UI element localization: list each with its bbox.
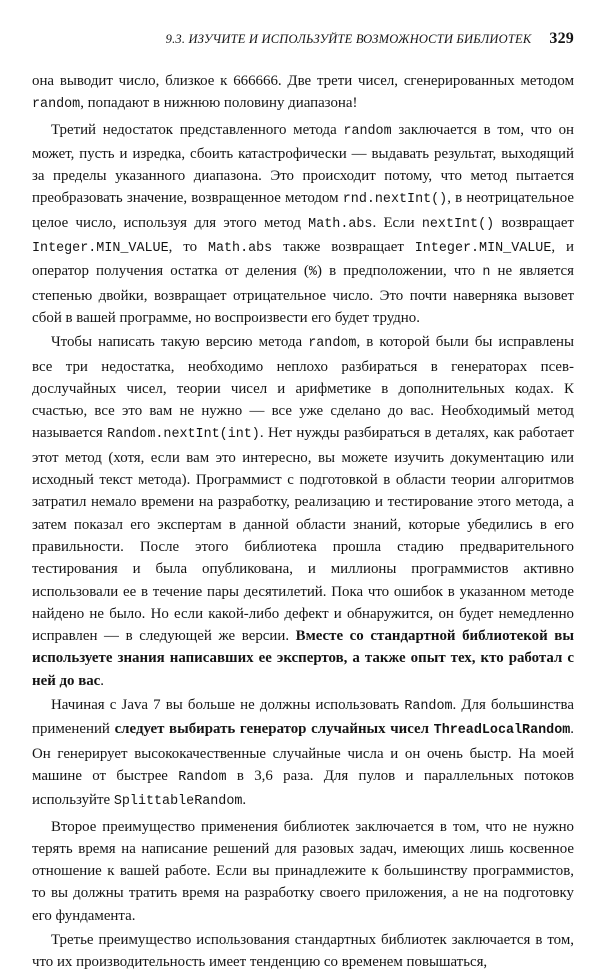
text-run: Второе преимущество применения библиотек заключается в том, что не нужно терять время на написание решений для разовых задач, имеющих лишь косвенное отношение к вашей работе. Если вы принадлежите к большинству программистов, то вы должны тратить время на разработку своего приложения, а не на подготовку его фундамента. <box>32 818 574 924</box>
bold-run: Вместе со стандартной библиотекой вы используете знания написавших ее экспертов, а также опыт тех, кто работал с ней до вас <box>32 628 574 689</box>
code-run: Integer.MIN_VALUE <box>414 241 552 257</box>
code-run: Random.nextInt(int) <box>107 427 260 443</box>
text-run: . Для большинства применений <box>32 697 574 738</box>
body-text <box>32 70 574 974</box>
text-run: , попадают в нижнюю половину диапазона! <box>80 95 358 112</box>
paragraph-2 <box>32 119 574 330</box>
code-run: random <box>343 123 392 139</box>
text-run: не является степенью двойки, возвращает отрицательное число. Это почти наверняка вызовет сбой в вашей программе, но воспроизвести его будет трудно. <box>32 263 574 326</box>
code-run: n <box>482 265 491 281</box>
text-run: заключается в том, что он может, пусть и изредка, сбоить катастрофически — выдавать результат, выходящий за пределы указанного диапазона. Это происходит потому, что метод пытается преобразовать значение, возвращенное методом <box>32 121 574 207</box>
text-run: также возвращает <box>272 239 415 256</box>
text-run: она выводит число, близкое к 666666. Две трети чисел, сгенерированных методом <box>32 73 574 89</box>
text-run: , то <box>168 239 208 256</box>
text-run: . Он генерирует высококачественные случайные числа и он очень быстр. На моей машине от быстрее <box>32 721 574 784</box>
text-run: ) в предположении, что <box>316 263 483 280</box>
text-run: . Если <box>372 214 422 231</box>
code-run: nextInt() <box>421 216 495 232</box>
code-run: Random <box>404 699 453 715</box>
code-run: rnd.nextInt() <box>342 192 448 208</box>
paragraph-6 <box>32 929 574 974</box>
page-number: 329 <box>549 30 574 47</box>
code-run: Math.abs <box>308 216 373 232</box>
text-run: Третье преимущество использования стандартных библиотек заключается в том, что их производительность имеет тенденцию со временем повышаться, <box>32 931 574 971</box>
code-run: % <box>308 265 317 281</box>
text-run: . <box>242 792 247 809</box>
paragraph-1 <box>32 70 574 117</box>
code-run: ThreadLocalRandom <box>433 723 571 739</box>
text-run: Третий недостаток представленного метода <box>51 121 344 138</box>
text-run: в 3,6 раза. Для пулов и параллельных потоков используйте <box>32 767 574 809</box>
text-run: возвращает <box>494 214 574 231</box>
paragraph-3 <box>32 331 574 692</box>
paragraph-5 <box>32 816 574 927</box>
text-run: . Нет нужды разбираться в деталях, как работает этот метод (хотя, если вам это интересно, вы можете изучить документацию или исходный текст метода). Программист с подготовкой в области теории алгоритмов затратил немало времени на разработку, реализацию и тестирование этого метода, а затем показал его экспертам в данной области знаний, которые убедились в его правильности. После этого библиотека прошла стадию предварительного тестирования и была опубликована, и миллионы программистов активно использовали ее в течение пары десятилетий. Пока что ошибок в указанном методе найдено не было. Но если какой-либо дефект и обнаружится, он будет немедленно исправлен — в следующей же версии. <box>32 425 575 645</box>
code-run: random <box>308 336 357 352</box>
code-run: SplittableRandom <box>113 794 243 810</box>
code-run: Random <box>178 769 227 785</box>
text-run: , в неотрицательное целое число, используя для этого метод <box>32 190 574 231</box>
running-title: 9.3. ИЗУЧИТЕ И ИСПОЛЬЗУЙТЕ ВОЗМОЖНОСТИ БИБЛИОТЕК <box>165 32 532 46</box>
running-header <box>32 30 574 52</box>
text-run: Начиная с Java 7 вы больше не должны использовать <box>51 697 405 714</box>
bold-run: следует выбирать генератор случайных чисел <box>114 721 434 738</box>
text-run: Чтобы написать такую версию метода <box>51 334 309 351</box>
code-run: Integer.MIN_VALUE <box>32 241 169 257</box>
paragraph-4 <box>32 694 574 813</box>
text-run: . <box>100 672 105 689</box>
code-run: Math.abs <box>207 241 273 257</box>
code-run: random <box>32 97 81 113</box>
text-run: , в которой были бы исправлены все три недостатка, необходимо неплохо разбираться в генераторах псевдослучайных чисел, теории чисел и арифметике в дополнительных кодах. К счастью, все это вам не нужно — все уже сделано до вас. Необходимый метод называется <box>32 334 574 442</box>
text-run: , и оператор получения остатка от деления ( <box>32 239 574 280</box>
